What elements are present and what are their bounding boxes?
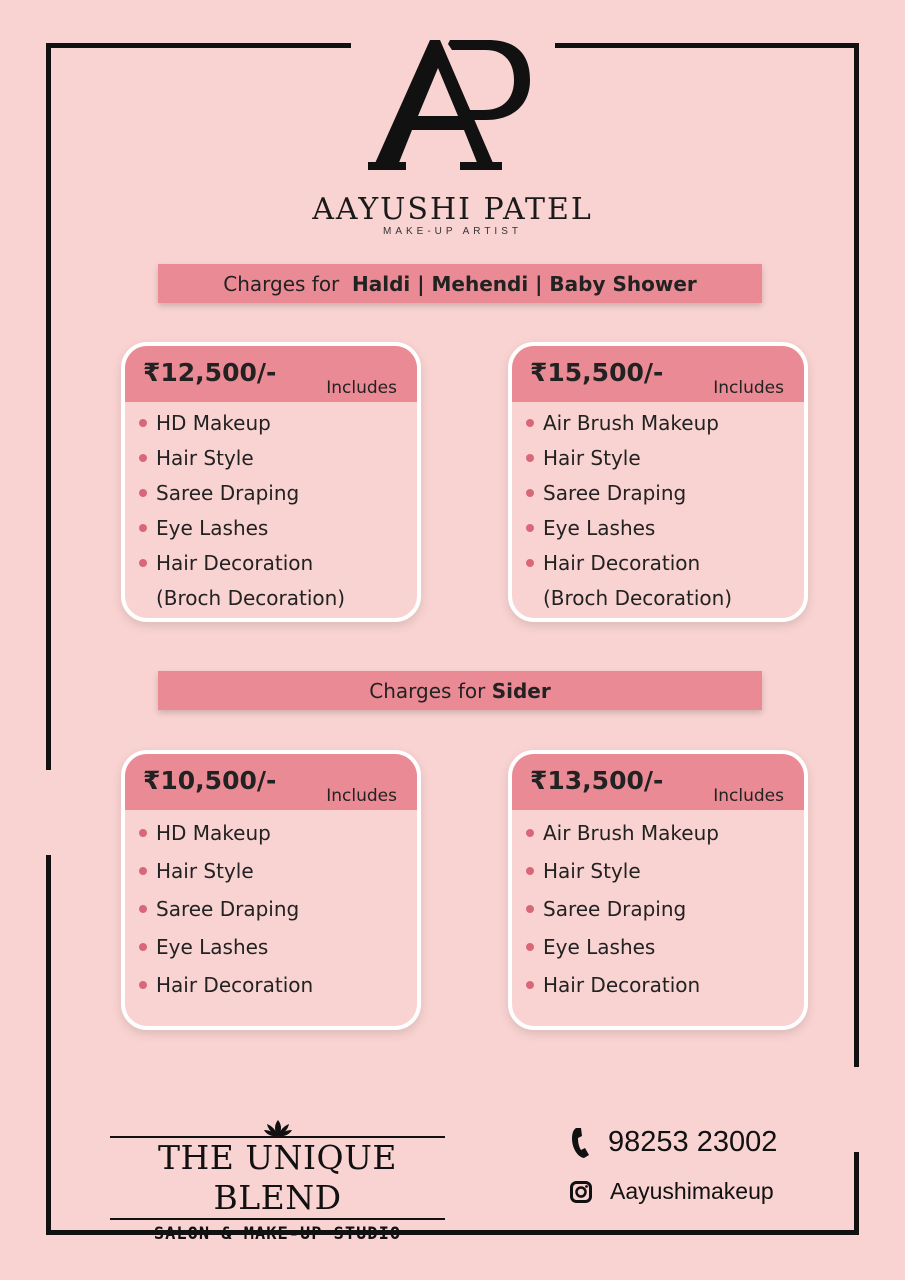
lotus-icon xyxy=(263,1118,293,1138)
list-item: Air Brush Makeup xyxy=(524,814,719,852)
package-card-haldi-hd xyxy=(121,342,421,622)
list-item: Hair Style xyxy=(137,852,313,890)
bullet-dot-icon xyxy=(526,905,534,913)
bullet-dot-icon xyxy=(526,829,534,837)
list-item: Saree Draping xyxy=(137,890,313,928)
includes-label: Includes xyxy=(713,786,784,806)
price: ₹10,500/- xyxy=(143,766,277,795)
bullet-dot-icon xyxy=(526,981,534,989)
card-header xyxy=(512,754,804,810)
bullet-dot-icon xyxy=(526,943,534,951)
list-item-note: (Broch Decoration) xyxy=(156,586,346,610)
card-header xyxy=(125,346,417,402)
bullet-dot-icon xyxy=(526,867,534,875)
list-item: Hair Decoration xyxy=(137,966,313,1004)
list-item: Saree Draping xyxy=(524,890,719,928)
list-item: HD Makeup xyxy=(137,814,313,852)
list-item: Eye Lashes xyxy=(137,511,345,546)
studio-name: THE UNIQUE BLEND xyxy=(110,1136,445,1220)
list-item: Hair Style xyxy=(524,852,719,890)
phone-icon xyxy=(570,1127,590,1159)
list-item-note: (Broch Decoration) xyxy=(543,586,733,610)
bullet-dot-icon xyxy=(139,943,147,951)
phone-contact[interactable] xyxy=(570,1126,777,1159)
list-item: Hair Style xyxy=(524,441,732,476)
section2-banner xyxy=(158,671,762,710)
bullet-dot-icon xyxy=(139,981,147,989)
card-header xyxy=(125,754,417,810)
list-item: Hair Decoration xyxy=(137,546,345,581)
bullet-dot-icon xyxy=(526,489,534,497)
bullet-dot-icon xyxy=(139,867,147,875)
bullet-dot-icon xyxy=(139,905,147,913)
price: ₹13,500/- xyxy=(530,766,664,795)
items-list xyxy=(137,814,313,1004)
bullet-dot-icon xyxy=(139,489,147,497)
items-list xyxy=(524,814,719,1004)
list-item: Saree Draping xyxy=(524,476,732,511)
package-card-haldi-airbrush xyxy=(508,342,808,622)
instagram-icon xyxy=(570,1181,592,1203)
monogram-logo-icon xyxy=(368,34,538,174)
includes-label: Includes xyxy=(713,378,784,398)
section1-banner xyxy=(158,264,762,303)
bullet-dot-icon xyxy=(139,419,147,427)
brand-monogram xyxy=(0,34,905,174)
list-item: Eye Lashes xyxy=(524,928,719,966)
brand-tagline: MAKE-UP ARTIST xyxy=(383,226,522,237)
section2-prefix: Charges for xyxy=(369,678,486,703)
bullet-dot-icon xyxy=(139,524,147,532)
items-list xyxy=(524,406,732,616)
studio-logo xyxy=(110,1118,445,1244)
list-item: HD Makeup xyxy=(137,406,345,441)
list-item: Eye Lashes xyxy=(137,928,313,966)
section1-prefix: Charges for xyxy=(223,271,340,296)
bullet-dot-icon xyxy=(139,829,147,837)
list-item: Saree Draping xyxy=(137,476,345,511)
items-list xyxy=(137,406,345,616)
list-item: Air Brush Makeup xyxy=(524,406,732,441)
studio-tagline: SALON & MAKE-UP STUDIO xyxy=(153,1224,402,1244)
price: ₹12,500/- xyxy=(143,358,277,387)
brand-name: AAYUSHI PATEL xyxy=(312,192,593,227)
includes-label: Includes xyxy=(326,786,397,806)
bullet-dot-icon xyxy=(139,559,147,567)
frame-right-lower xyxy=(854,1152,859,1235)
section2-events: Sider xyxy=(491,678,551,703)
list-item: Eye Lashes xyxy=(524,511,732,546)
bullet-dot-icon xyxy=(526,559,534,567)
list-item: Hair Decoration xyxy=(524,546,732,581)
instagram-contact[interactable] xyxy=(570,1178,774,1205)
phone-number[interactable]: 98253 23002 xyxy=(608,1126,778,1158)
price: ₹15,500/- xyxy=(530,358,664,387)
list-item: Hair Style xyxy=(137,441,345,476)
package-card-sider-hd xyxy=(121,750,421,1030)
frame-left-lower xyxy=(46,855,51,1235)
bullet-dot-icon xyxy=(526,454,534,462)
bullet-dot-icon xyxy=(526,524,534,532)
includes-label: Includes xyxy=(326,378,397,398)
instagram-handle[interactable]: Aayushimakeup xyxy=(610,1178,774,1204)
section1-events: Haldi | Mehendi | Baby Shower xyxy=(352,271,697,296)
bullet-dot-icon xyxy=(526,419,534,427)
list-item: Hair Decoration xyxy=(524,966,719,1004)
bullet-dot-icon xyxy=(139,454,147,462)
package-card-sider-airbrush xyxy=(508,750,808,1030)
card-header xyxy=(512,346,804,402)
